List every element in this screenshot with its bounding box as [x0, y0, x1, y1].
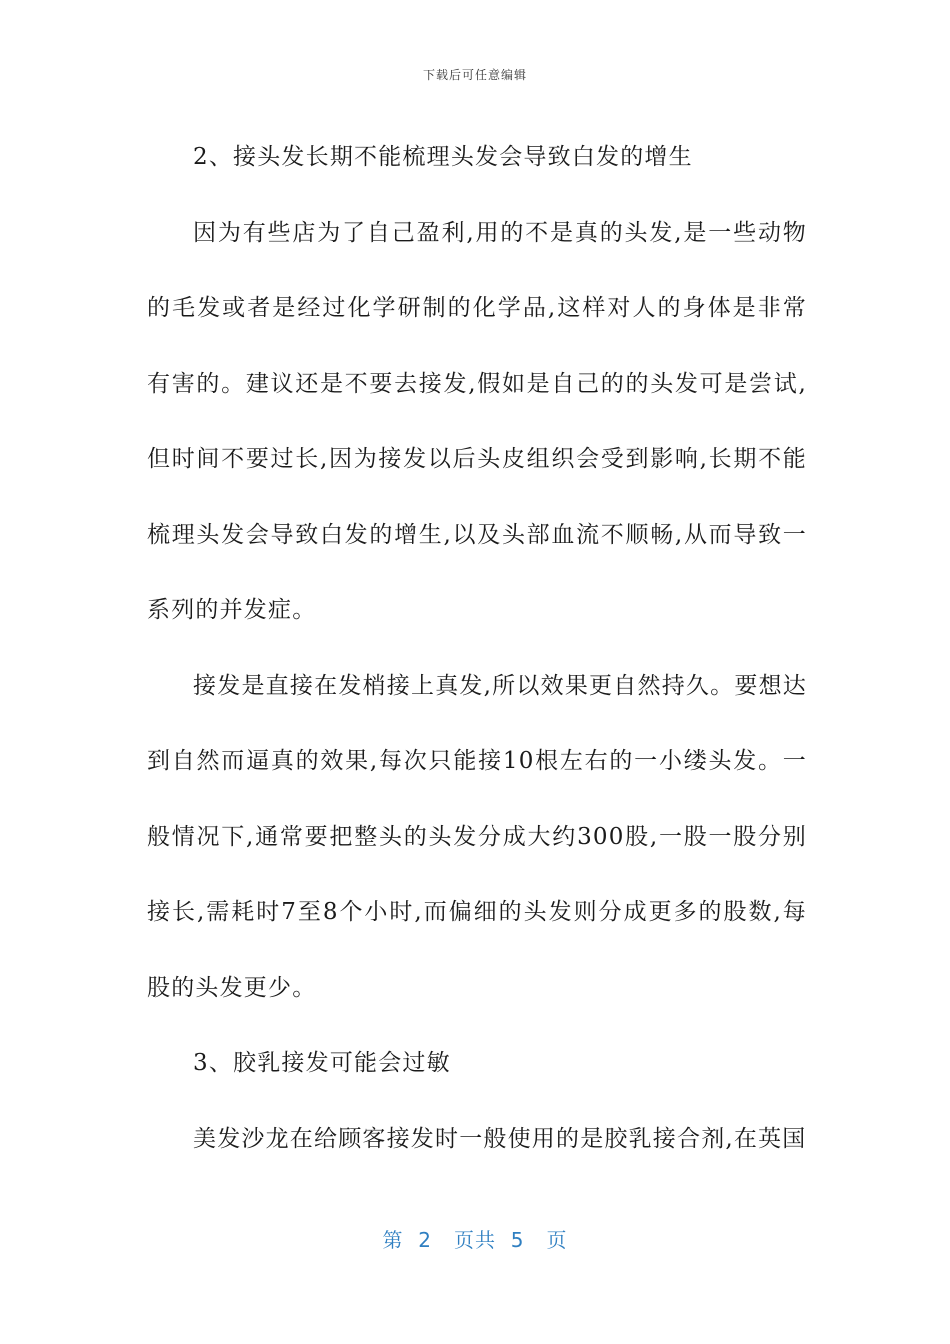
document-body — [147, 120, 807, 1177]
section-heading-3: 3、胶乳接发可能会过敏 — [193, 1050, 451, 1076]
footer-suffix: 页 — [546, 1228, 568, 1252]
page-number: 2 — [418, 1228, 432, 1252]
footer-middle: 页共 — [454, 1228, 496, 1252]
page-total: 5 — [510, 1228, 525, 1252]
paragraph: 因为有些店为了自己盈利,用的不是真的头发,是一些动物的毛发或者是经过化学研制的化学品,这样对人的身体是非常有害的。建议还是不要去接发,假如是自己的的头发可是尝试,但时间不要过长,因为接发以后头皮组织会受到影响,长期不能梳理头发会导致白发的增生,以及头部血流不顺畅,从而导致一系列的并发症。 — [147, 219, 807, 623]
footer-prefix: 第 — [382, 1228, 404, 1252]
header-note: 下载后可任意编辑 — [422, 68, 527, 82]
paragraph: 美发沙龙在给顾客接发时一般使用的是胶乳接合剂,在英国 — [193, 1125, 807, 1152]
section-heading-2: 2、接头发长期不能梳理头发会导致白发的增生 — [193, 144, 693, 170]
page-footer — [0, 1224, 950, 1253]
paragraph: 接发是直接在发梢接上真发,所以效果更自然持久。要想达到自然而逼真的效果,每次只能接10根左右的一小缕头发。一般情况下,通常要把整头的头发分成大约300股,一股一股分别接长,需耗时7至8个小时,而偏细的头发则分成更多的股数,每股的头发更少。 — [147, 672, 807, 1001]
